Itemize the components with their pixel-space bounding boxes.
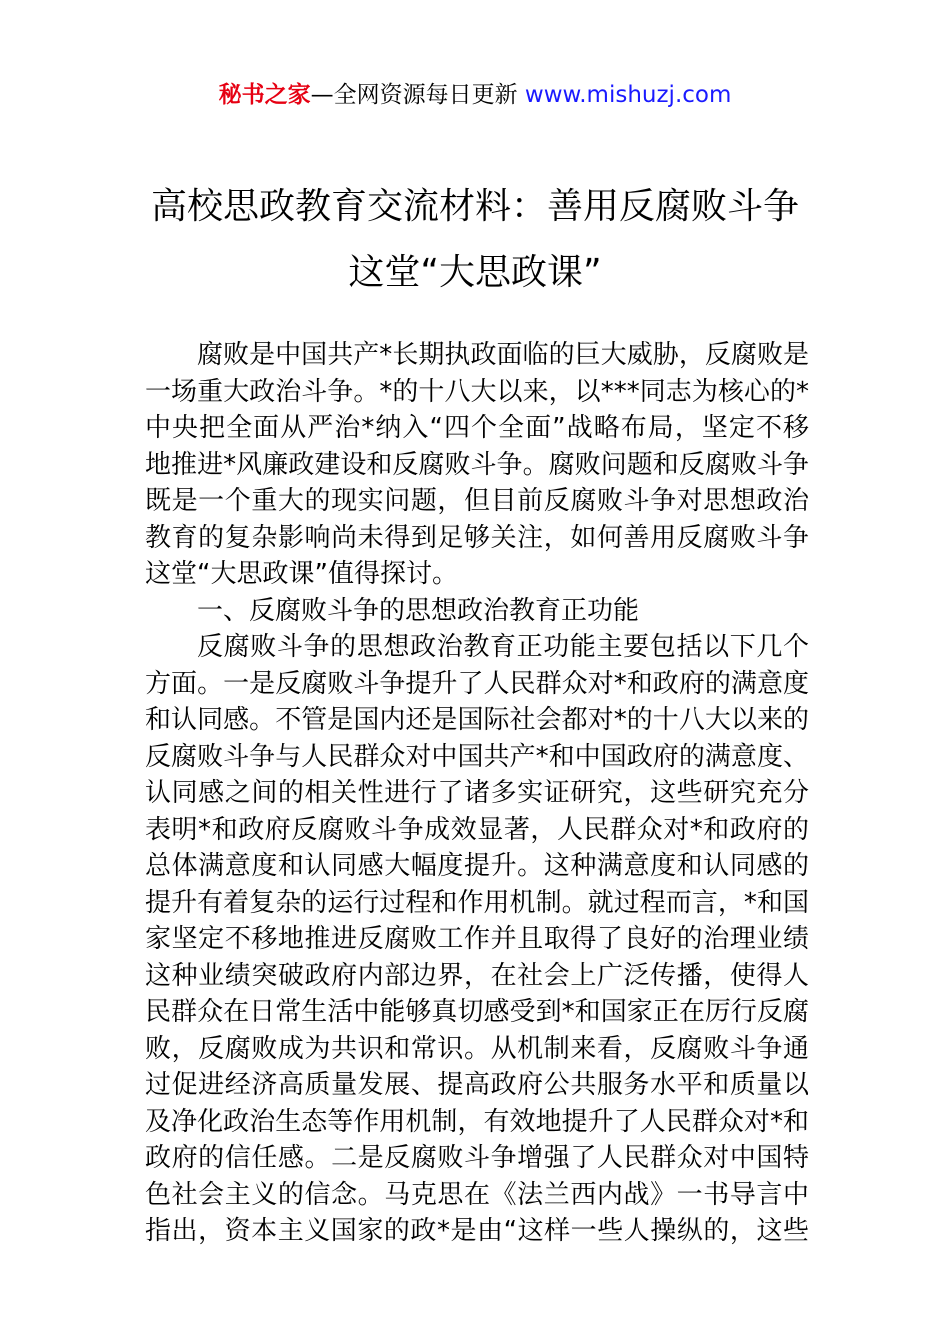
body-line: 总体满意度和认同感大幅度提升。这种满意度和认同感的 — [145, 851, 809, 881]
body-line: 反腐败斗争与人民群众对中国共产*和中国政府的满意度、 — [145, 741, 809, 772]
body-line: 这种业绩突破政府内部边界，在社会上广泛传播，使得人 — [145, 960, 809, 991]
body-line: 方面。一是反腐败斗争提升了人民群众对*和政府的满意度 — [145, 668, 809, 699]
document-title — [60, 174, 890, 306]
body-line: 这堂“大思政课”值得探讨。 — [145, 559, 458, 589]
body-line: 政府的信任感。二是反腐败斗争增强了人民群众对中国特 — [145, 1143, 809, 1173]
body-line: 色社会主义的信念。马克思在《法兰西内战》一书导言中 — [145, 1179, 809, 1210]
body-line: 及净化政治生态等作用机制，有效地提升了人民群众对*和 — [145, 1106, 809, 1137]
body-line: 败，反腐败成为共识和常识。从机制来看，反腐败斗争通 — [145, 1033, 809, 1064]
body-line: 腐败是中国共产*长期执政面临的巨大威胁，反腐败是 — [197, 340, 809, 370]
body-line: 一场重大政治斗争。*的十八大以来，以***同志为核心的* — [145, 376, 809, 407]
body-line: 教育的复杂影响尚未得到足够关注，如何善用反腐败斗争 — [145, 522, 809, 553]
body-line: 中央把全面从严治*纳入“四个全面”战略布局，坚定不移 — [145, 413, 809, 443]
site-tagline: —全网资源每日更新 — [310, 82, 525, 108]
title-line-1: 高校思政教育交流材料：善用反腐败斗争 — [150, 186, 799, 227]
body-line: 表明*和政府反腐败斗争成效显著，人民群众对*和政府的 — [145, 814, 809, 845]
body-line: 过促进经济高质量发展、提高政府公共服务水平和质量以 — [145, 1070, 809, 1100]
body-line: 民群众在日常生活中能够真切感受到*和国家正在厉行反腐 — [145, 997, 809, 1027]
body-line: 地推进*风廉政建设和反腐败斗争。腐败问题和反腐败斗争 — [145, 449, 809, 480]
site-url-link[interactable]: www.mishuzj.com — [524, 82, 732, 108]
site-header — [0, 78, 950, 112]
body-line: 家坚定不移地推进反腐败工作并且取得了良好的治理业绩 — [145, 924, 809, 954]
document-body — [145, 337, 809, 1250]
body-line: 指出，资本主义国家的政*是由“这样一些人操纵的，这些 — [145, 1216, 809, 1246]
body-line: 和认同感。不管是国内还是国际社会都对*的十八大以来的 — [145, 705, 809, 735]
body-line: 既是一个重大的现实问题，但目前反腐败斗争对思想政治 — [145, 486, 809, 516]
section-heading: 一、反腐败斗争的思想政治教育正功能 — [197, 595, 640, 626]
body-line: 提升有着复杂的运行过程和作用机制。就过程而言，*和国 — [145, 887, 809, 918]
title-line-2: 这堂“大思政课” — [348, 252, 602, 293]
site-name: 秘书之家 — [218, 82, 311, 108]
body-line: 反腐败斗争的思想政治教育正功能主要包括以下几个 — [197, 632, 809, 662]
body-line: 认同感之间的相关性进行了诸多实证研究，这些研究充分 — [145, 778, 809, 808]
